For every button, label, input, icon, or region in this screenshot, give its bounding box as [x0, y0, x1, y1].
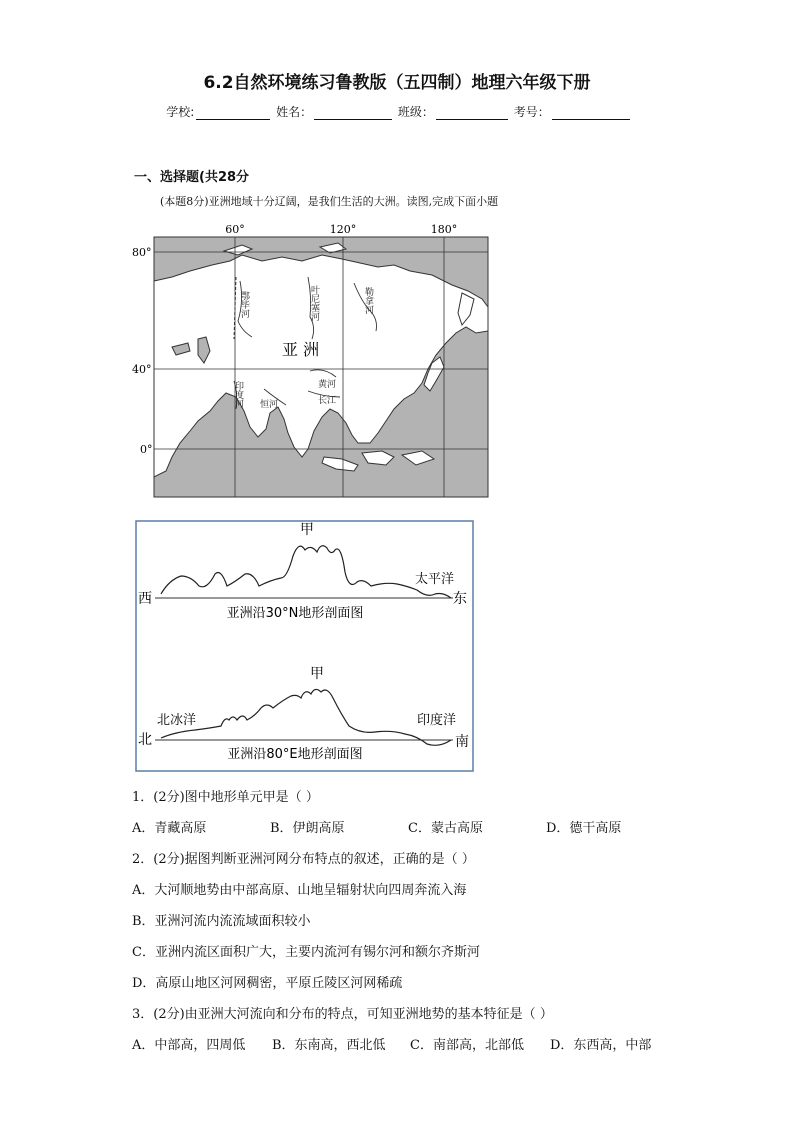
- exam-number-label: 考号：: [513, 105, 550, 119]
- name-blank[interactable]: [314, 107, 392, 120]
- question-1-stem: 1．(2分)图中地形单元甲是（ ）: [132, 790, 319, 805]
- class-blank[interactable]: [436, 107, 508, 120]
- profile1-peak-label: 甲: [300, 522, 314, 538]
- question-3-options: [132, 1034, 692, 1053]
- q1-option-b[interactable]: B．伊朗高原: [270, 821, 345, 836]
- student-info-line: [0, 103, 794, 120]
- river-label-lena: 勒拿河: [363, 287, 373, 314]
- profile2-peak-label: 甲: [310, 666, 324, 682]
- class-label: 班级：: [397, 105, 434, 119]
- q2-option-a[interactable]: A．大河顺地势由中部高原、山地呈辐射状向四周奔流入海: [132, 883, 467, 898]
- q2-option-c[interactable]: C．亚洲内流区面积广大，主要内流河有锡尔河和额尔齐斯河: [132, 945, 480, 960]
- question-3-stem: 3．(2分)由亚洲大河流向和分布的特点，可知亚洲地势的基本特征是（ ）: [132, 1007, 553, 1022]
- q3-option-a[interactable]: A．中部高，四周低: [132, 1038, 246, 1053]
- profile2-caption: 亚洲沿80°E地形剖面图: [227, 747, 363, 762]
- question-intro: (本题8分)亚洲地域十分辽阔，是我们生活的大洲。读图,完成下面小题: [160, 195, 499, 208]
- lon-label-120: 120°: [329, 223, 357, 236]
- q1-option-a[interactable]: A．青藏高原: [132, 821, 207, 836]
- profile1-ocean-label: 太平洋: [415, 572, 455, 587]
- river-label-indus: 印度河: [233, 381, 243, 408]
- profile2-south-label: 南: [455, 734, 469, 750]
- question-2-stem: 2．(2分)据图判断亚洲河网分布特点的叙述，正确的是（ ）: [132, 852, 475, 867]
- name-label: 姓名：: [276, 105, 313, 119]
- lat-label-80: 80°: [132, 246, 152, 259]
- river-label-ob: 鄂毕河: [239, 291, 249, 318]
- river-label-yellow: 黄河: [318, 380, 337, 390]
- river-label-yenisei: 叶尼塞河: [309, 285, 319, 321]
- page-title: 6.2自然环境练习鲁教版（五四制）地理六年级下册: [203, 73, 591, 93]
- q2-option-b[interactable]: B．亚洲河流内流流域面积较小: [132, 914, 311, 929]
- profile2-north-label: 北: [138, 732, 152, 748]
- lat-label-0: 0°: [140, 443, 153, 456]
- profile2-ocean-right-label: 印度洋: [417, 713, 457, 728]
- lon-label-180: 180°: [430, 223, 458, 236]
- section-heading: 一、选择题(共28分: [134, 170, 250, 185]
- q2-option-d[interactable]: D．高原山地区河网稠密，平原丘陵区河网稀疏: [132, 976, 403, 991]
- river-label-yangtze: 长江: [318, 396, 337, 406]
- profile1-east-label: 东: [453, 591, 467, 607]
- q1-option-d[interactable]: D．德干高原: [546, 821, 622, 836]
- q1-option-c[interactable]: C．蒙古高原: [408, 821, 483, 836]
- q3-option-d[interactable]: D．东西高，中部: [550, 1038, 652, 1053]
- q3-option-c[interactable]: C．南部高，北部低: [410, 1038, 524, 1053]
- profile1-west-label: 西: [138, 591, 152, 607]
- school-label: 学校:: [166, 105, 195, 119]
- lat-label-40: 40°: [132, 363, 152, 376]
- exam-number-blank[interactable]: [552, 107, 630, 120]
- school-blank[interactable]: [196, 107, 270, 120]
- profile2-ocean-left-label: 北冰洋: [157, 713, 197, 728]
- asia-map: [132, 221, 492, 499]
- terrain-profiles: [135, 520, 475, 772]
- profiles-frame: [136, 521, 473, 771]
- q3-option-b[interactable]: B．东南高，西北低: [272, 1038, 386, 1053]
- lon-label-60: 60°: [225, 223, 245, 236]
- continent-label: 亚 洲: [282, 340, 320, 359]
- river-label-ganges: 恒河: [260, 400, 279, 410]
- question-1-options: [132, 817, 692, 836]
- profile1-caption: 亚洲沿30°N地形剖面图: [226, 606, 364, 621]
